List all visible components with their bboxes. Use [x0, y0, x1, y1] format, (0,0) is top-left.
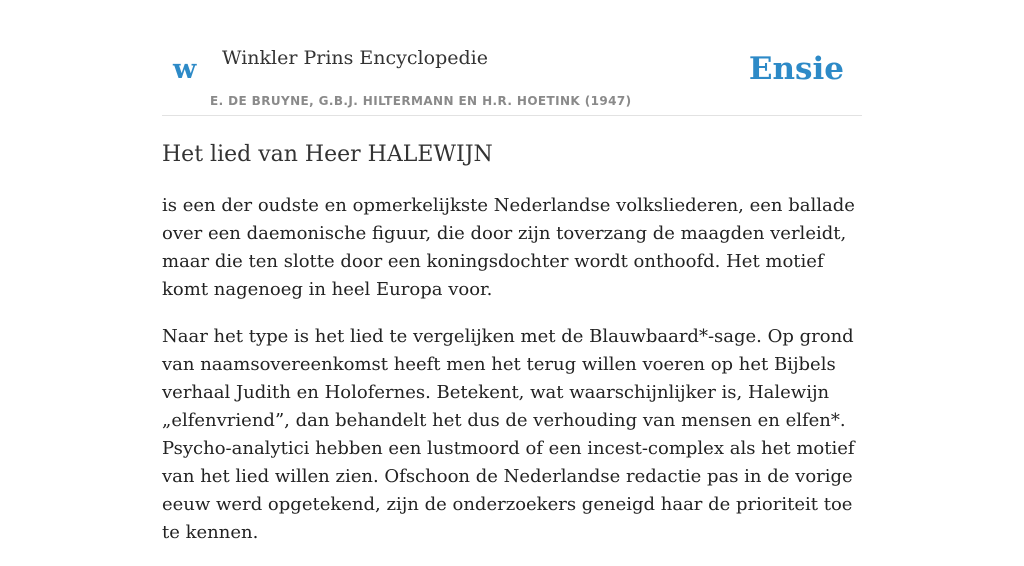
- site-header: [162, 0, 862, 116]
- entry-title: Het lied van Heer HALEWIJN: [162, 142, 493, 167]
- publication-logo[interactable]: w: [173, 54, 197, 85]
- entry-body: [162, 192, 862, 566]
- paragraph: Naar het type is het lied te vergelijken met de Blauwbaard*-sage. Op grond van naamsovereenkomst heeft men het terug willen voeren op het Bijbels verhaal Judith en Holofernes. Betekent, wat waarschijnlijker is, Halewijn „elfenvriend”, dan behandelt het dus de verhouding van mensen en elfen*. Psycho-analytici hebben een lustmoord of een incest-complex als het motief van het lied willen zien. Ofschoon de Nederlandse redactie pas in de vorige eeuw werd opgetekend, zijn de onderzoekers geneigd haar de prioriteit toe te kennen.: [162, 326, 855, 543]
- publication-authors: E. DE BRUYNE, G.B.J. HILTERMANN EN H.R. HOETINK (1947): [210, 94, 632, 108]
- publication-title[interactable]: Winkler Prins Encyclopedie: [222, 47, 488, 69]
- brand-logo[interactable]: Ensie: [748, 51, 844, 87]
- paragraph: is een der oudste en opmerkelijkste Nederlandse volksliederen, een ballade over een daemonische figuur, die door zijn toverzang de maagden verleidt, maar die ten slotte door een koningsdochter wordt onthoofd. Het motief komt nagenoeg in heel Europa voor.: [162, 195, 855, 300]
- page: [162, 0, 862, 543]
